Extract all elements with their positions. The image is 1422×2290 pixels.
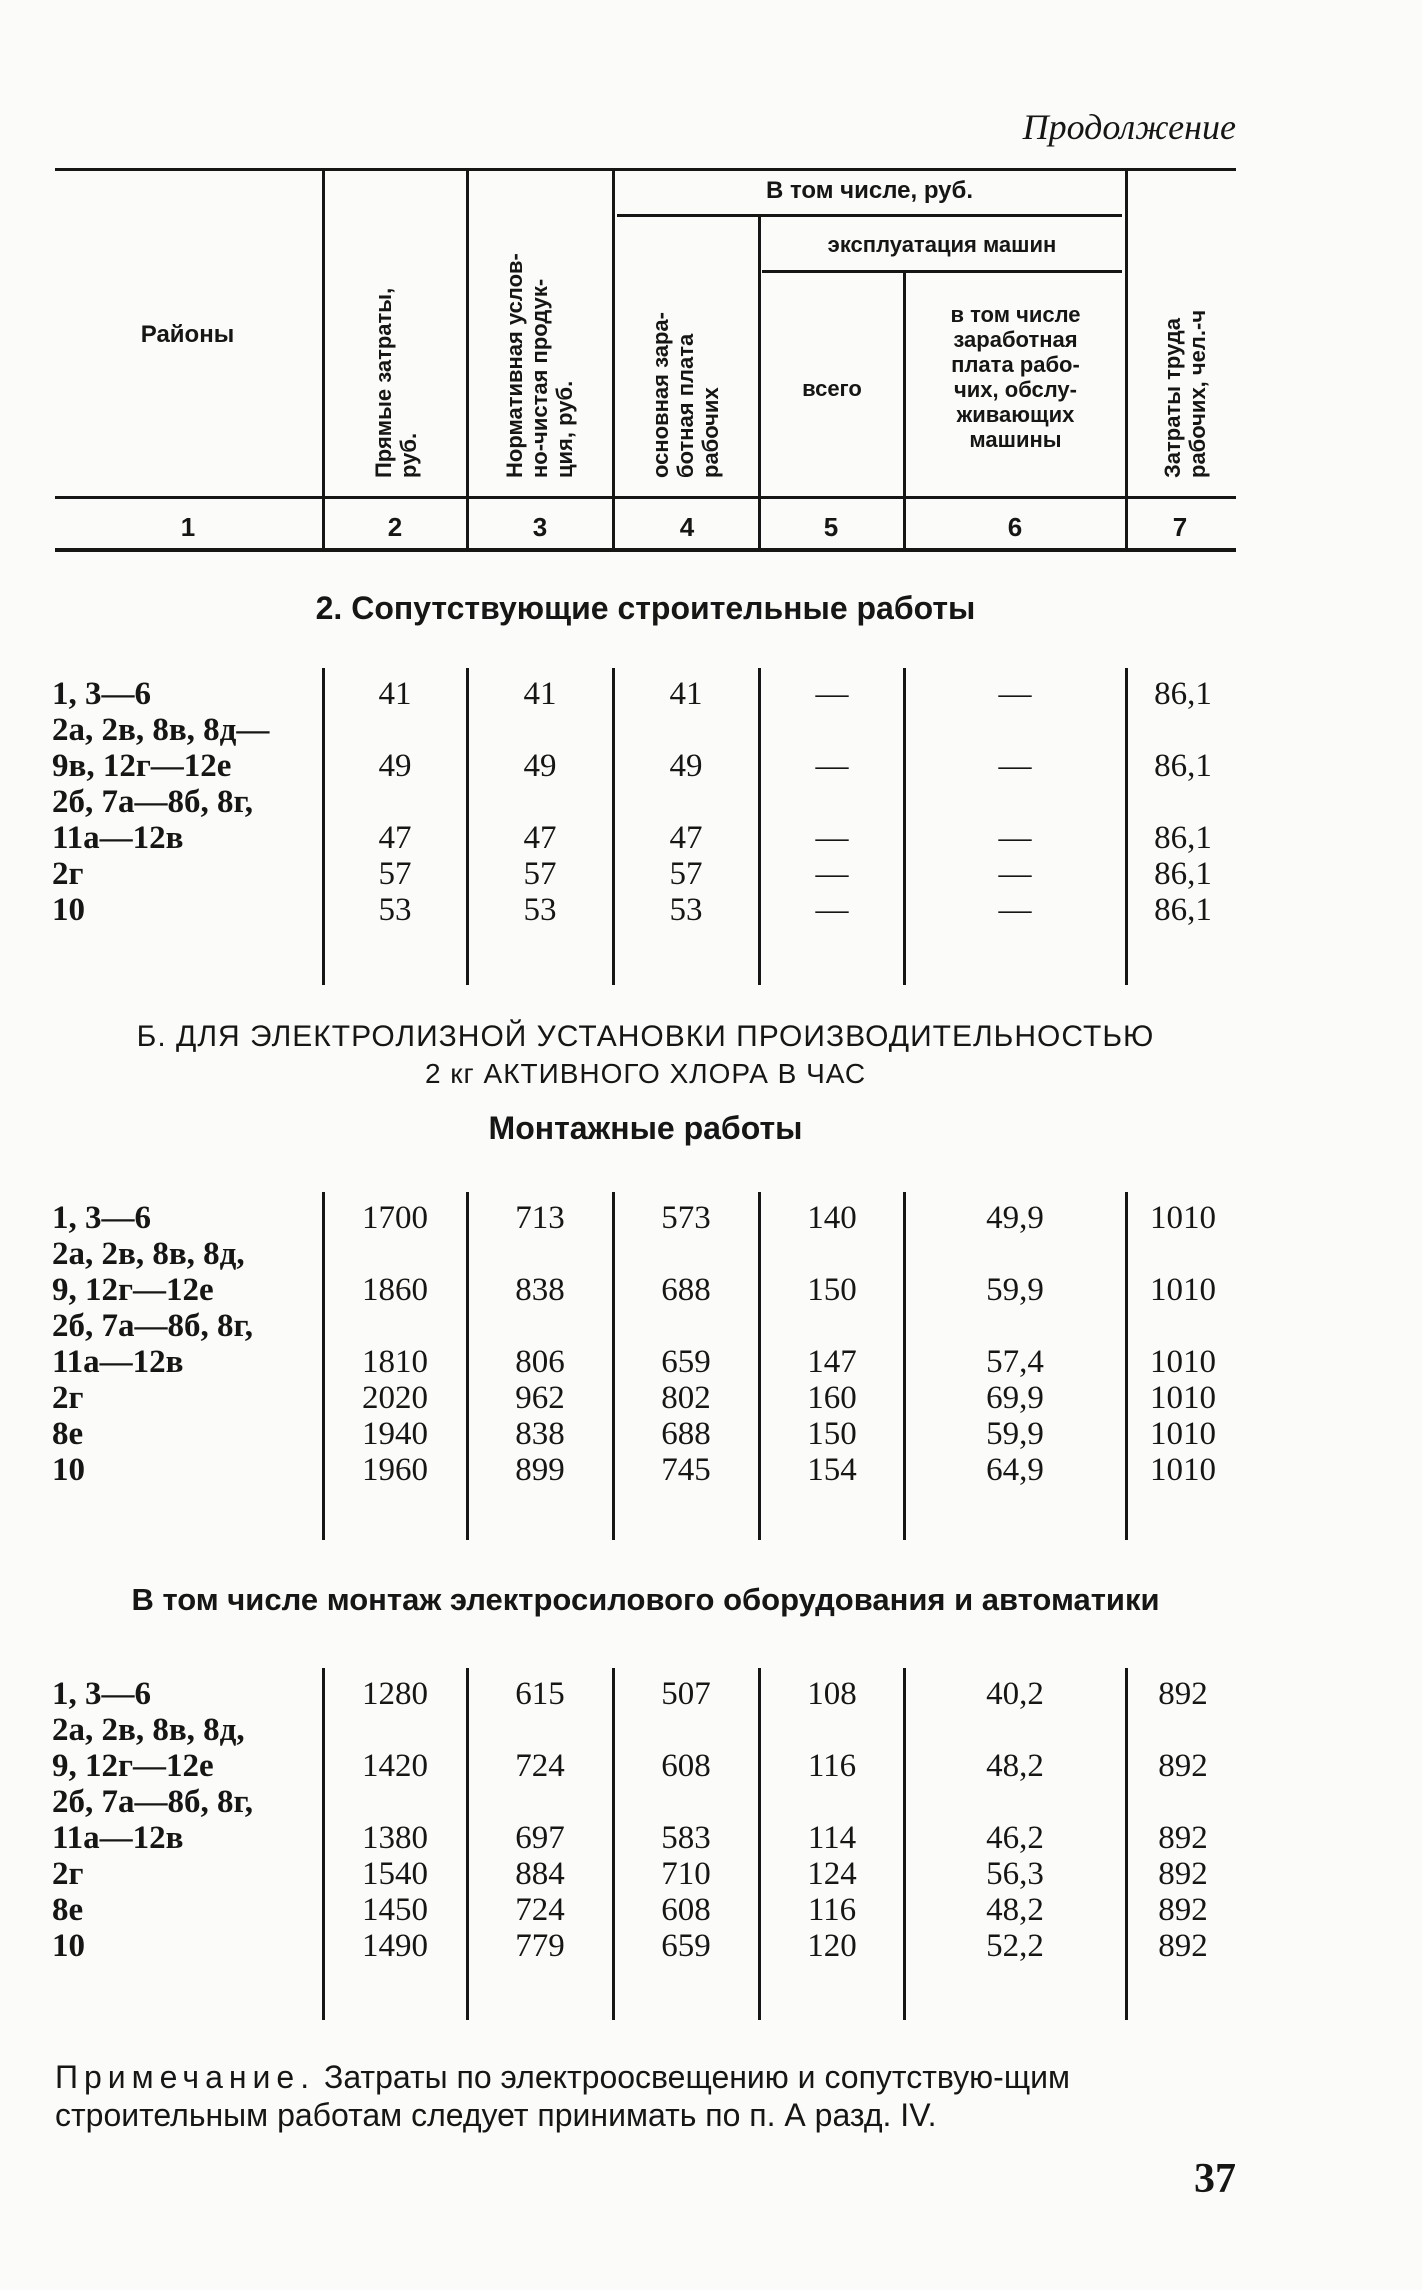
- value-cell-c4: 53: [669, 892, 703, 928]
- including-rule: [617, 214, 1122, 217]
- value-cell-c2: 53: [378, 892, 412, 928]
- value-cell-c7: 86,1: [1154, 748, 1212, 784]
- district-line: 2а, 2в, 8в, 8д—: [52, 712, 270, 748]
- value-cell-c6: 46,2: [986, 1820, 1044, 1856]
- district-cell: [52, 1856, 322, 1892]
- value-cell-c6: 40,2: [986, 1676, 1044, 1712]
- value-cell-c4: 608: [661, 1892, 711, 1928]
- value-cell-c5: 147: [807, 1344, 857, 1380]
- value-cell-c6: —: [998, 748, 1032, 784]
- value-cell-c5: —: [815, 856, 849, 892]
- value-cell-c5: 114: [807, 1820, 857, 1856]
- header-direct-costs: Прямые затраты, руб.: [371, 287, 421, 478]
- column-number-6: 6: [1007, 512, 1023, 542]
- header-labor-costs: Затраты труда рабочих, чел.-ч: [1160, 309, 1210, 478]
- value-cell-c5: —: [815, 676, 849, 712]
- column-number-5: 5: [823, 512, 839, 542]
- district-line: 11а—12в: [52, 1820, 184, 1856]
- value-cell-c3: 899: [515, 1452, 565, 1488]
- value-cell-c3: 779: [515, 1928, 565, 1964]
- district-cell: [52, 784, 322, 856]
- section-a2-title: 2. Сопутствующие строительные работы: [315, 590, 976, 626]
- header-total: всего: [802, 376, 862, 401]
- value-cell-c7: 86,1: [1154, 856, 1212, 892]
- column-divider: [612, 668, 615, 985]
- value-cell-c7: 1010: [1150, 1452, 1216, 1488]
- column-divider: [612, 1668, 615, 2020]
- column-divider: [466, 1668, 469, 2020]
- district-cell: [52, 1308, 322, 1380]
- district-line: 2б, 7а—8б, 8г,: [52, 1308, 254, 1344]
- column-divider: [466, 1192, 469, 1540]
- value-cell-c6: 52,2: [986, 1928, 1044, 1964]
- header-districts: Районы: [140, 321, 235, 348]
- value-cell-c6: 69,9: [986, 1380, 1044, 1416]
- value-cell-c7: 892: [1158, 1892, 1208, 1928]
- header-machine-wage: в том числе заработная плата рабо- чих, обслу- живающих машины: [950, 302, 1081, 452]
- value-cell-c6: 59,9: [986, 1272, 1044, 1308]
- machine-rule: [762, 270, 1122, 273]
- header-divider-1: [322, 168, 325, 550]
- column-divider: [758, 1192, 761, 1540]
- value-cell-c2: 1490: [362, 1928, 428, 1964]
- value-cell-c5: 116: [807, 1892, 857, 1928]
- value-cell-c7: 892: [1158, 1676, 1208, 1712]
- value-cell-c6: —: [998, 676, 1032, 712]
- page-number: 37: [1194, 2156, 1236, 2202]
- value-cell-c3: 57: [523, 856, 557, 892]
- section-b-title-line2: 2 кг АКТИВНОГО ХЛОРА В ЧАС: [424, 1058, 867, 1089]
- value-cell-c7: 1010: [1150, 1272, 1216, 1308]
- value-cell-c5: 116: [807, 1748, 857, 1784]
- value-cell-c6: —: [998, 856, 1032, 892]
- district-line: 2а, 2в, 8в, 8д,: [52, 1236, 245, 1272]
- district-cell: [52, 892, 322, 928]
- value-cell-c6: 48,2: [986, 1892, 1044, 1928]
- value-cell-c5: 108: [807, 1676, 857, 1712]
- column-divider: [758, 668, 761, 985]
- value-cell-c2: 1540: [362, 1856, 428, 1892]
- value-cell-c7: 892: [1158, 1820, 1208, 1856]
- value-cell-c4: 47: [669, 820, 703, 856]
- column-number-2: 2: [387, 512, 403, 542]
- value-cell-c7: 1010: [1150, 1344, 1216, 1380]
- district-cell: [52, 1676, 322, 1712]
- value-cell-c2: 1960: [362, 1452, 428, 1488]
- district-cell: [52, 1892, 322, 1928]
- value-cell-c5: 160: [807, 1380, 857, 1416]
- value-cell-c4: 41: [669, 676, 703, 712]
- value-cell-c3: 49: [523, 748, 557, 784]
- value-cell-c2: 1380: [362, 1820, 428, 1856]
- district-cell: [52, 1452, 322, 1488]
- district-line: 11а—12в: [52, 820, 184, 856]
- value-cell-c6: 64,9: [986, 1452, 1044, 1488]
- header-divider-6: [1125, 168, 1128, 550]
- value-cell-c5: 154: [807, 1452, 857, 1488]
- district-cell: [52, 712, 322, 784]
- header-machine-operation: эксплуатация машин: [827, 232, 1057, 257]
- value-cell-c7: 1010: [1150, 1380, 1216, 1416]
- district-line: 2г: [52, 1380, 84, 1416]
- value-cell-c7: 86,1: [1154, 820, 1212, 856]
- district-line: 9в, 12г—12е: [52, 748, 232, 784]
- value-cell-c3: 884: [515, 1856, 565, 1892]
- value-cell-c4: 49: [669, 748, 703, 784]
- value-cell-c2: 49: [378, 748, 412, 784]
- footnote-text: Затраты по электроосвещению и сопутствую-щим строительным работам следует принимать по п. А разд. IV.: [55, 2059, 1071, 2133]
- footnote: [55, 2058, 1236, 2134]
- district-cell: [52, 1416, 322, 1452]
- value-cell-c3: 615: [515, 1676, 565, 1712]
- value-cell-c3: 47: [523, 820, 557, 856]
- value-cell-c7: 86,1: [1154, 892, 1212, 928]
- value-cell-c3: 962: [515, 1380, 565, 1416]
- value-cell-c4: 710: [661, 1856, 711, 1892]
- value-cell-c2: 47: [378, 820, 412, 856]
- value-cell-c4: 573: [661, 1200, 711, 1236]
- district-cell: [52, 1928, 322, 1964]
- value-cell-c6: 49,9: [986, 1200, 1044, 1236]
- value-cell-c5: 120: [807, 1928, 857, 1964]
- district-line: 1, 3—6: [52, 1200, 151, 1236]
- district-line: 2а, 2в, 8в, 8д,: [52, 1712, 245, 1748]
- value-cell-c4: 688: [661, 1416, 711, 1452]
- value-cell-c4: 802: [661, 1380, 711, 1416]
- column-number-7: 7: [1172, 512, 1188, 542]
- value-cell-c4: 608: [661, 1748, 711, 1784]
- district-cell: [52, 1712, 322, 1784]
- value-cell-c2: 1810: [362, 1344, 428, 1380]
- district-cell: [52, 1784, 322, 1856]
- value-cell-c7: 892: [1158, 1748, 1208, 1784]
- district-line: 2г: [52, 856, 84, 892]
- column-number-3: 3: [532, 512, 548, 542]
- section-b-title-line1: Б. ДЛЯ ЭЛЕКТРОЛИЗНОЙ УСТАНОВКИ ПРОИЗВОДИТЕЛЬНОСТЬЮ: [136, 1020, 1155, 1053]
- value-cell-c5: 124: [807, 1856, 857, 1892]
- value-cell-c2: 57: [378, 856, 412, 892]
- value-cell-c4: 57: [669, 856, 703, 892]
- header-top-rule: [55, 168, 1236, 171]
- column-number-1: 1: [180, 512, 196, 542]
- column-divider: [612, 1192, 615, 1540]
- value-cell-c7: 86,1: [1154, 676, 1212, 712]
- district-line: 1, 3—6: [52, 676, 151, 712]
- district-line: 10: [52, 1452, 85, 1488]
- district-line: 10: [52, 892, 85, 928]
- district-line: 8е: [52, 1892, 84, 1928]
- header-including-rub: В том числе, руб.: [765, 177, 974, 204]
- district-cell: [52, 1380, 322, 1416]
- value-cell-c3: 724: [515, 1748, 565, 1784]
- value-cell-c4: 745: [661, 1452, 711, 1488]
- district-cell: [52, 676, 322, 712]
- value-cell-c2: 1280: [362, 1676, 428, 1712]
- value-cell-c6: 59,9: [986, 1416, 1044, 1452]
- column-number-4: 4: [679, 512, 695, 542]
- value-cell-c4: 507: [661, 1676, 711, 1712]
- value-cell-c4: 688: [661, 1272, 711, 1308]
- header-base-wage: основная зара- ботная плата рабочих: [648, 312, 723, 478]
- value-cell-c3: 838: [515, 1272, 565, 1308]
- district-line: 10: [52, 1928, 85, 1964]
- district-line: 9, 12г—12е: [52, 1748, 214, 1784]
- value-cell-c3: 838: [515, 1416, 565, 1452]
- value-cell-c6: 48,2: [986, 1748, 1044, 1784]
- district-cell: [52, 856, 322, 892]
- value-cell-c2: 1700: [362, 1200, 428, 1236]
- value-cell-c2: 41: [378, 676, 412, 712]
- section-c-title: В том числе монтаж электросилового оборудования и автоматики: [131, 1582, 1160, 1617]
- value-cell-c6: —: [998, 892, 1032, 928]
- value-cell-c6: 57,4: [986, 1344, 1044, 1380]
- value-cell-c7: 892: [1158, 1928, 1208, 1964]
- continuation-label: Продолжение: [1022, 107, 1236, 147]
- value-cell-c2: 1450: [362, 1892, 428, 1928]
- header-divider-3: [612, 168, 615, 550]
- value-cell-c3: 41: [523, 676, 557, 712]
- district-cell: [52, 1200, 322, 1236]
- value-cell-c5: 150: [807, 1416, 857, 1452]
- value-cell-c3: 697: [515, 1820, 565, 1856]
- district-line: 2б, 7а—8б, 8г,: [52, 1784, 254, 1820]
- value-cell-c5: —: [815, 748, 849, 784]
- value-cell-c2: 1940: [362, 1416, 428, 1452]
- value-cell-c4: 659: [661, 1344, 711, 1380]
- district-cell: [52, 1236, 322, 1308]
- value-cell-c7: 1010: [1150, 1200, 1216, 1236]
- column-divider: [758, 1668, 761, 2020]
- value-cell-c5: —: [815, 892, 849, 928]
- value-cell-c7: 1010: [1150, 1416, 1216, 1452]
- column-divider: [466, 668, 469, 985]
- value-cell-c3: 724: [515, 1892, 565, 1928]
- value-cell-c6: 56,3: [986, 1856, 1044, 1892]
- value-cell-c5: 150: [807, 1272, 857, 1308]
- district-line: 9, 12г—12е: [52, 1272, 214, 1308]
- header-normative-output: Нормативная услов- но-чистая продук- ция, руб.: [502, 253, 577, 478]
- value-cell-c5: 140: [807, 1200, 857, 1236]
- value-cell-c4: 583: [661, 1820, 711, 1856]
- section-b-subtitle: Монтажные работы: [488, 1110, 803, 1146]
- district-line: 8е: [52, 1416, 84, 1452]
- district-line: 11а—12в: [52, 1344, 184, 1380]
- value-cell-c6: —: [998, 820, 1032, 856]
- header-divider-2: [466, 168, 469, 550]
- value-cell-c3: 806: [515, 1344, 565, 1380]
- column-numbers-rule: [55, 548, 1236, 552]
- value-cell-c2: 2020: [362, 1380, 428, 1416]
- value-cell-c7: 892: [1158, 1856, 1208, 1892]
- value-cell-c4: 659: [661, 1928, 711, 1964]
- district-line: 2г: [52, 1856, 84, 1892]
- header-bottom-rule: [55, 496, 1236, 499]
- value-cell-c2: 1420: [362, 1748, 428, 1784]
- district-line: 1, 3—6: [52, 1676, 151, 1712]
- header-divider-5: [903, 272, 906, 550]
- value-cell-c2: 1860: [362, 1272, 428, 1308]
- district-line: 2б, 7а—8б, 8г,: [52, 784, 254, 820]
- header-divider-4: [758, 216, 761, 550]
- footnote-lead: Примечание.: [55, 2059, 316, 2095]
- value-cell-c5: —: [815, 820, 849, 856]
- value-cell-c3: 713: [515, 1200, 565, 1236]
- value-cell-c3: 53: [523, 892, 557, 928]
